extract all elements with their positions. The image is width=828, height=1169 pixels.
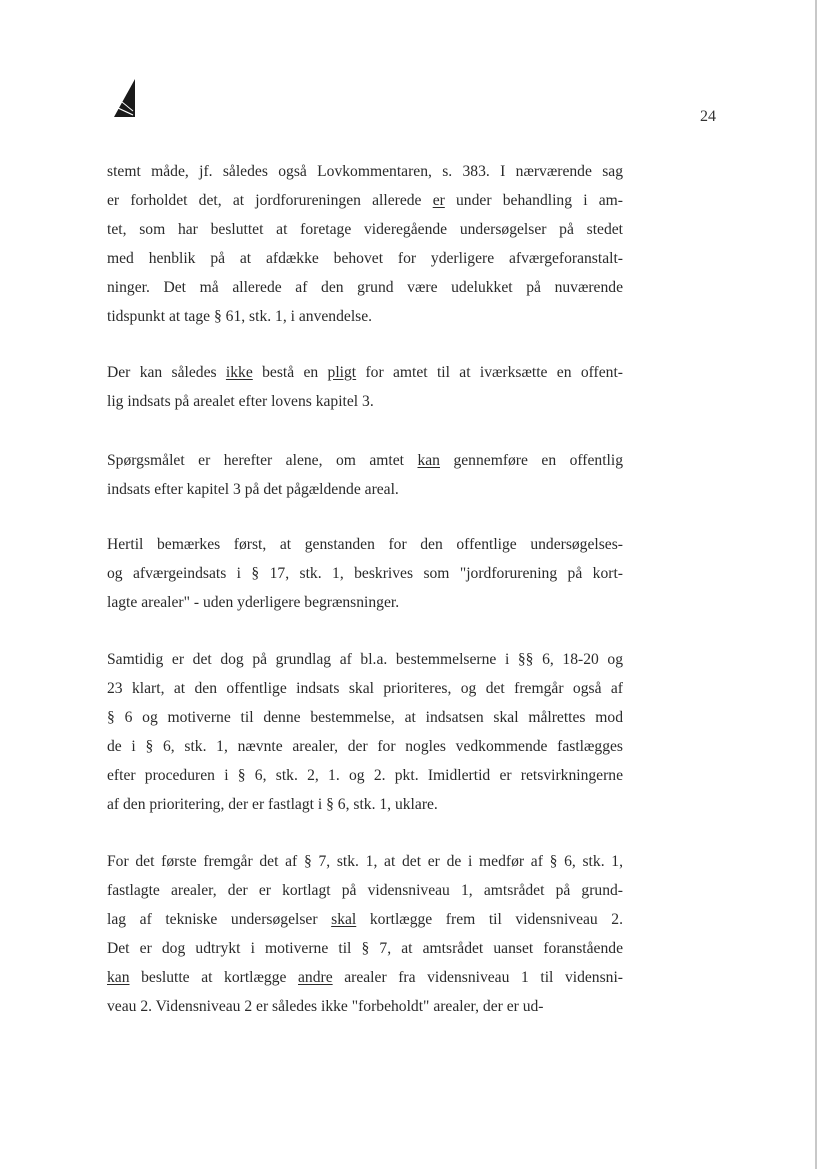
text-line xyxy=(107,475,623,504)
underlined-text: kan xyxy=(107,969,130,986)
text-line xyxy=(107,905,623,934)
text-segment: lagte arealer" - uden yderligere begrænsninger. xyxy=(107,594,400,611)
text-line xyxy=(107,559,623,588)
paragraph xyxy=(107,358,623,416)
text-segment: Spørgsmålet er herefter alene, om amtet xyxy=(107,452,418,469)
page-number: 24 xyxy=(700,108,716,125)
text-line xyxy=(107,358,623,387)
text-segment: 23 klart, at den offentlige indsats skal prioriteres, og det fremgår også af xyxy=(107,680,623,697)
text-line xyxy=(107,645,623,674)
text-line xyxy=(107,847,623,876)
text-segment: § 6 og motiverne til denne bestemmelse, at indsatsen skal målrettes mod xyxy=(107,709,623,726)
text-segment: lag af tekniske undersøgelser xyxy=(107,911,332,928)
text-line xyxy=(107,963,623,992)
text-line xyxy=(107,790,623,819)
text-line xyxy=(107,157,623,186)
text-segment: gennemføre en offentlig xyxy=(439,452,624,469)
text-segment: for amtet til at iværksætte en offent- xyxy=(356,364,623,381)
text-line xyxy=(107,302,623,331)
text-line xyxy=(107,992,623,1021)
paragraph xyxy=(107,847,623,1021)
text-segment: under behandling i am- xyxy=(444,192,623,209)
text-line xyxy=(107,387,623,416)
text-line xyxy=(107,588,623,617)
text-segment: beslutte at kortlægge xyxy=(129,969,298,986)
text-line xyxy=(107,732,623,761)
text-segment: og afværgeindsats i § 17, stk. 1, beskrives som "jordforurening på kort- xyxy=(107,565,623,582)
text-segment: fastlagte arealer, der er kortlagt på vidensniveau 1, amtsrådet på grund- xyxy=(107,882,623,899)
underlined-text: pligt xyxy=(327,364,357,381)
text-line xyxy=(107,186,623,215)
text-segment: af den prioritering, der er fastlagt i § 6, stk. 1, uklare. xyxy=(107,796,438,813)
text-line xyxy=(107,215,623,244)
text-line xyxy=(107,244,623,273)
text-segment: tet, som har besluttet at foretage videregående undersøgelser på stedet xyxy=(107,221,623,238)
text-segment: Hertil bemærkes først, at genstanden for den offentlige undersøgelses- xyxy=(107,536,623,553)
underlined-text: ikke xyxy=(225,364,253,381)
text-segment: tidspunkt at tage § 61, stk. 1, i anvendelse. xyxy=(107,308,373,325)
underlined-text: andre xyxy=(298,969,333,986)
text-segment: med henblik på at afdække behovet for yderligere afværgeforanstalt- xyxy=(107,250,623,267)
text-segment: veau 2. Vidensniveau 2 er således ikke "forbeholdt" arealer, der er ud- xyxy=(107,998,544,1015)
text-segment: lig indsats på arealet efter lovens kapitel 3. xyxy=(107,393,374,410)
paragraph xyxy=(107,446,623,504)
text-segment: er forholdet det, at jordforureningen allerede xyxy=(107,192,433,209)
page-edge-line xyxy=(815,0,817,1169)
text-segment: Det er dog udtrykt i motiverne til § 7, at amtsrådet uanset foranstående xyxy=(107,940,623,957)
text-segment: bestå en xyxy=(252,364,328,381)
underlined-text: er xyxy=(432,192,445,209)
text-line xyxy=(107,273,623,302)
text-segment: ninger. Det må allerede af den grund være udelukket på nuværende xyxy=(107,279,623,296)
text-segment: kortlægge frem til vidensniveau 2. xyxy=(356,911,623,928)
text-line xyxy=(107,761,623,790)
text-line xyxy=(107,703,623,732)
paragraph xyxy=(107,530,623,617)
text-segment: For det første fremgår det af § 7, stk. 1, at det er de i medfør af § 6, stk. 1, xyxy=(107,853,623,870)
text-line xyxy=(107,934,623,963)
underlined-text: skal xyxy=(331,911,357,928)
text-line xyxy=(107,674,623,703)
text-segment: stemt måde, jf. således også Lovkommentaren, s. 383. I nærværende sag xyxy=(107,163,623,180)
text-segment: Der kan således xyxy=(107,364,226,381)
paragraph xyxy=(107,157,623,331)
text-segment: arealer fra vidensniveau 1 til vidensni- xyxy=(332,969,623,986)
text-segment: Samtidig er det dog på grundlag af bl.a. bestemmelserne i §§ 6, 18-20 og xyxy=(107,651,623,668)
text-segment: de i § 6, stk. 1, nævnte arealer, der for nogles vedkommende fastlægges xyxy=(107,738,623,755)
text-segment: efter proceduren i § 6, stk. 2, 1. og 2. pkt. Imidlertid er retsvirkningerne xyxy=(107,767,623,784)
text-line xyxy=(107,876,623,905)
text-line xyxy=(107,530,623,559)
text-line xyxy=(107,446,623,475)
text-segment: indsats efter kapitel 3 på det pågældende areal. xyxy=(107,481,399,498)
paragraph xyxy=(107,645,623,819)
underlined-text: kan xyxy=(417,452,440,469)
triangle-logo-icon xyxy=(113,77,137,119)
